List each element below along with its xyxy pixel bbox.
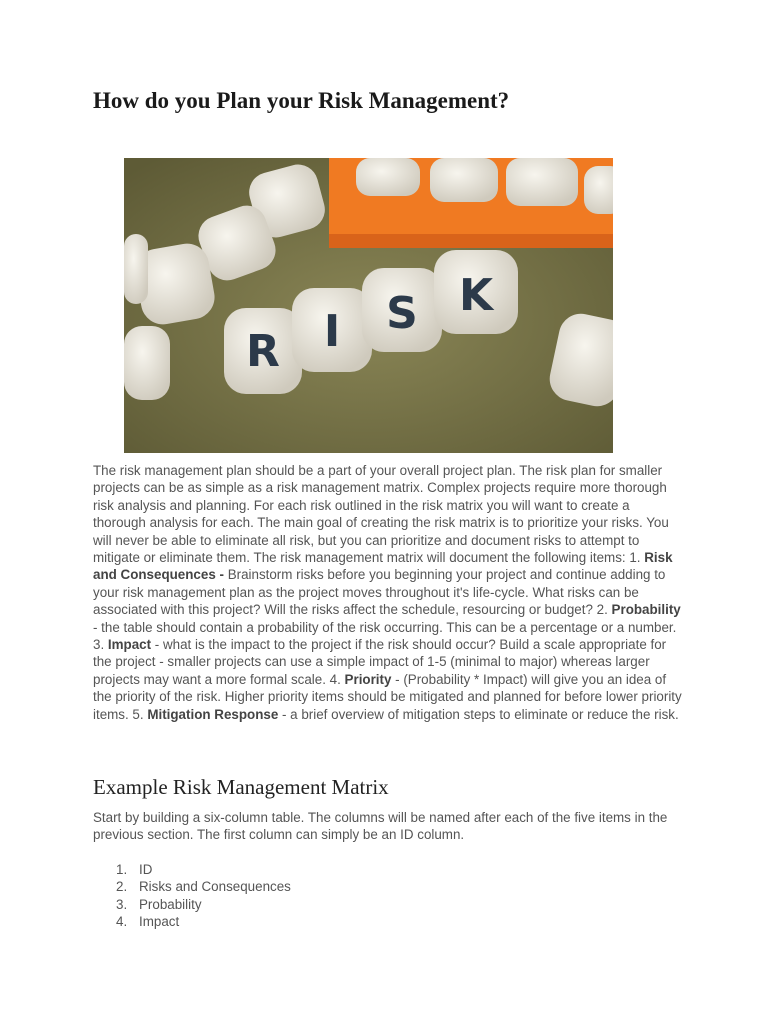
- intro-text: - (Probability * Impact) will give you an idea of the priority of the risk. Higher priority items should be mitigated and planned for before lower priority items. 5.: [93, 671, 682, 722]
- die-letter: K: [458, 270, 494, 321]
- item-term: Mitigation Response: [147, 706, 279, 722]
- intro-text: The risk management plan should be a part of your overall project plan. The risk plan for smaller projects can be as simple as a risk management matrix. Complex projects require more thorough risk analysis and planning. For each risk outlined in the risk matrix you will want to create a thorough analysis for each. The main goal of creating the risk matrix is to prioritize your risks. You will never be able to eliminate all risk, but you can prioritize and document risks to attempt to mitigate or eliminate them. The risk management matrix will document the following items: 1.: [93, 463, 669, 566]
- intro-text: Brainstorm risks before you beginning your project and continue adding to your risk management plan as the project moves throughout it's life-cycle. What risks can be associated with this project? Will the risks affect the schedule, resourcing or budget? 2.: [93, 567, 666, 618]
- column-list: [93, 861, 291, 931]
- item-term: Impact: [107, 637, 152, 653]
- page-title: How do you Plan your Risk Management?: [93, 88, 510, 113]
- section-heading: Example Risk Management Matrix: [93, 775, 389, 799]
- intro-text: - a brief overview of mitigation steps to eliminate or reduce the risk.: [278, 706, 679, 722]
- item-term: Probability: [611, 602, 681, 618]
- list-item: 1. ID: [116, 862, 153, 877]
- item-term: Priority: [344, 671, 392, 687]
- list-item: 4. Impact: [116, 914, 180, 930]
- intro-text: - what is the impact to the project if the risk should occur? Build a scale appropriate for the project - smaller projects can use a simple impact of 1-5 (minimal to major) whereas larger projects may want a more formal scale. 4.: [93, 637, 667, 687]
- die-letter: S: [386, 288, 418, 339]
- risk-dice-photo: [124, 158, 613, 453]
- intro-paragraph: [93, 462, 683, 723]
- list-item: 2. Risks and Consequences: [116, 879, 291, 895]
- list-item: 3. Probability: [116, 896, 202, 912]
- section-paragraph: Start by building a six-column table. The columns will be named after each of the five items in the previous section. The first column can simply be an ID column.: [93, 810, 668, 843]
- item-term: Risk and Consequences -: [93, 550, 673, 583]
- die-letter: R: [246, 326, 280, 377]
- intro-text: - the table should contain a probability of the risk occurring. This can be a percentage or a number. 3.: [93, 619, 677, 653]
- die-letter: I: [323, 306, 341, 357]
